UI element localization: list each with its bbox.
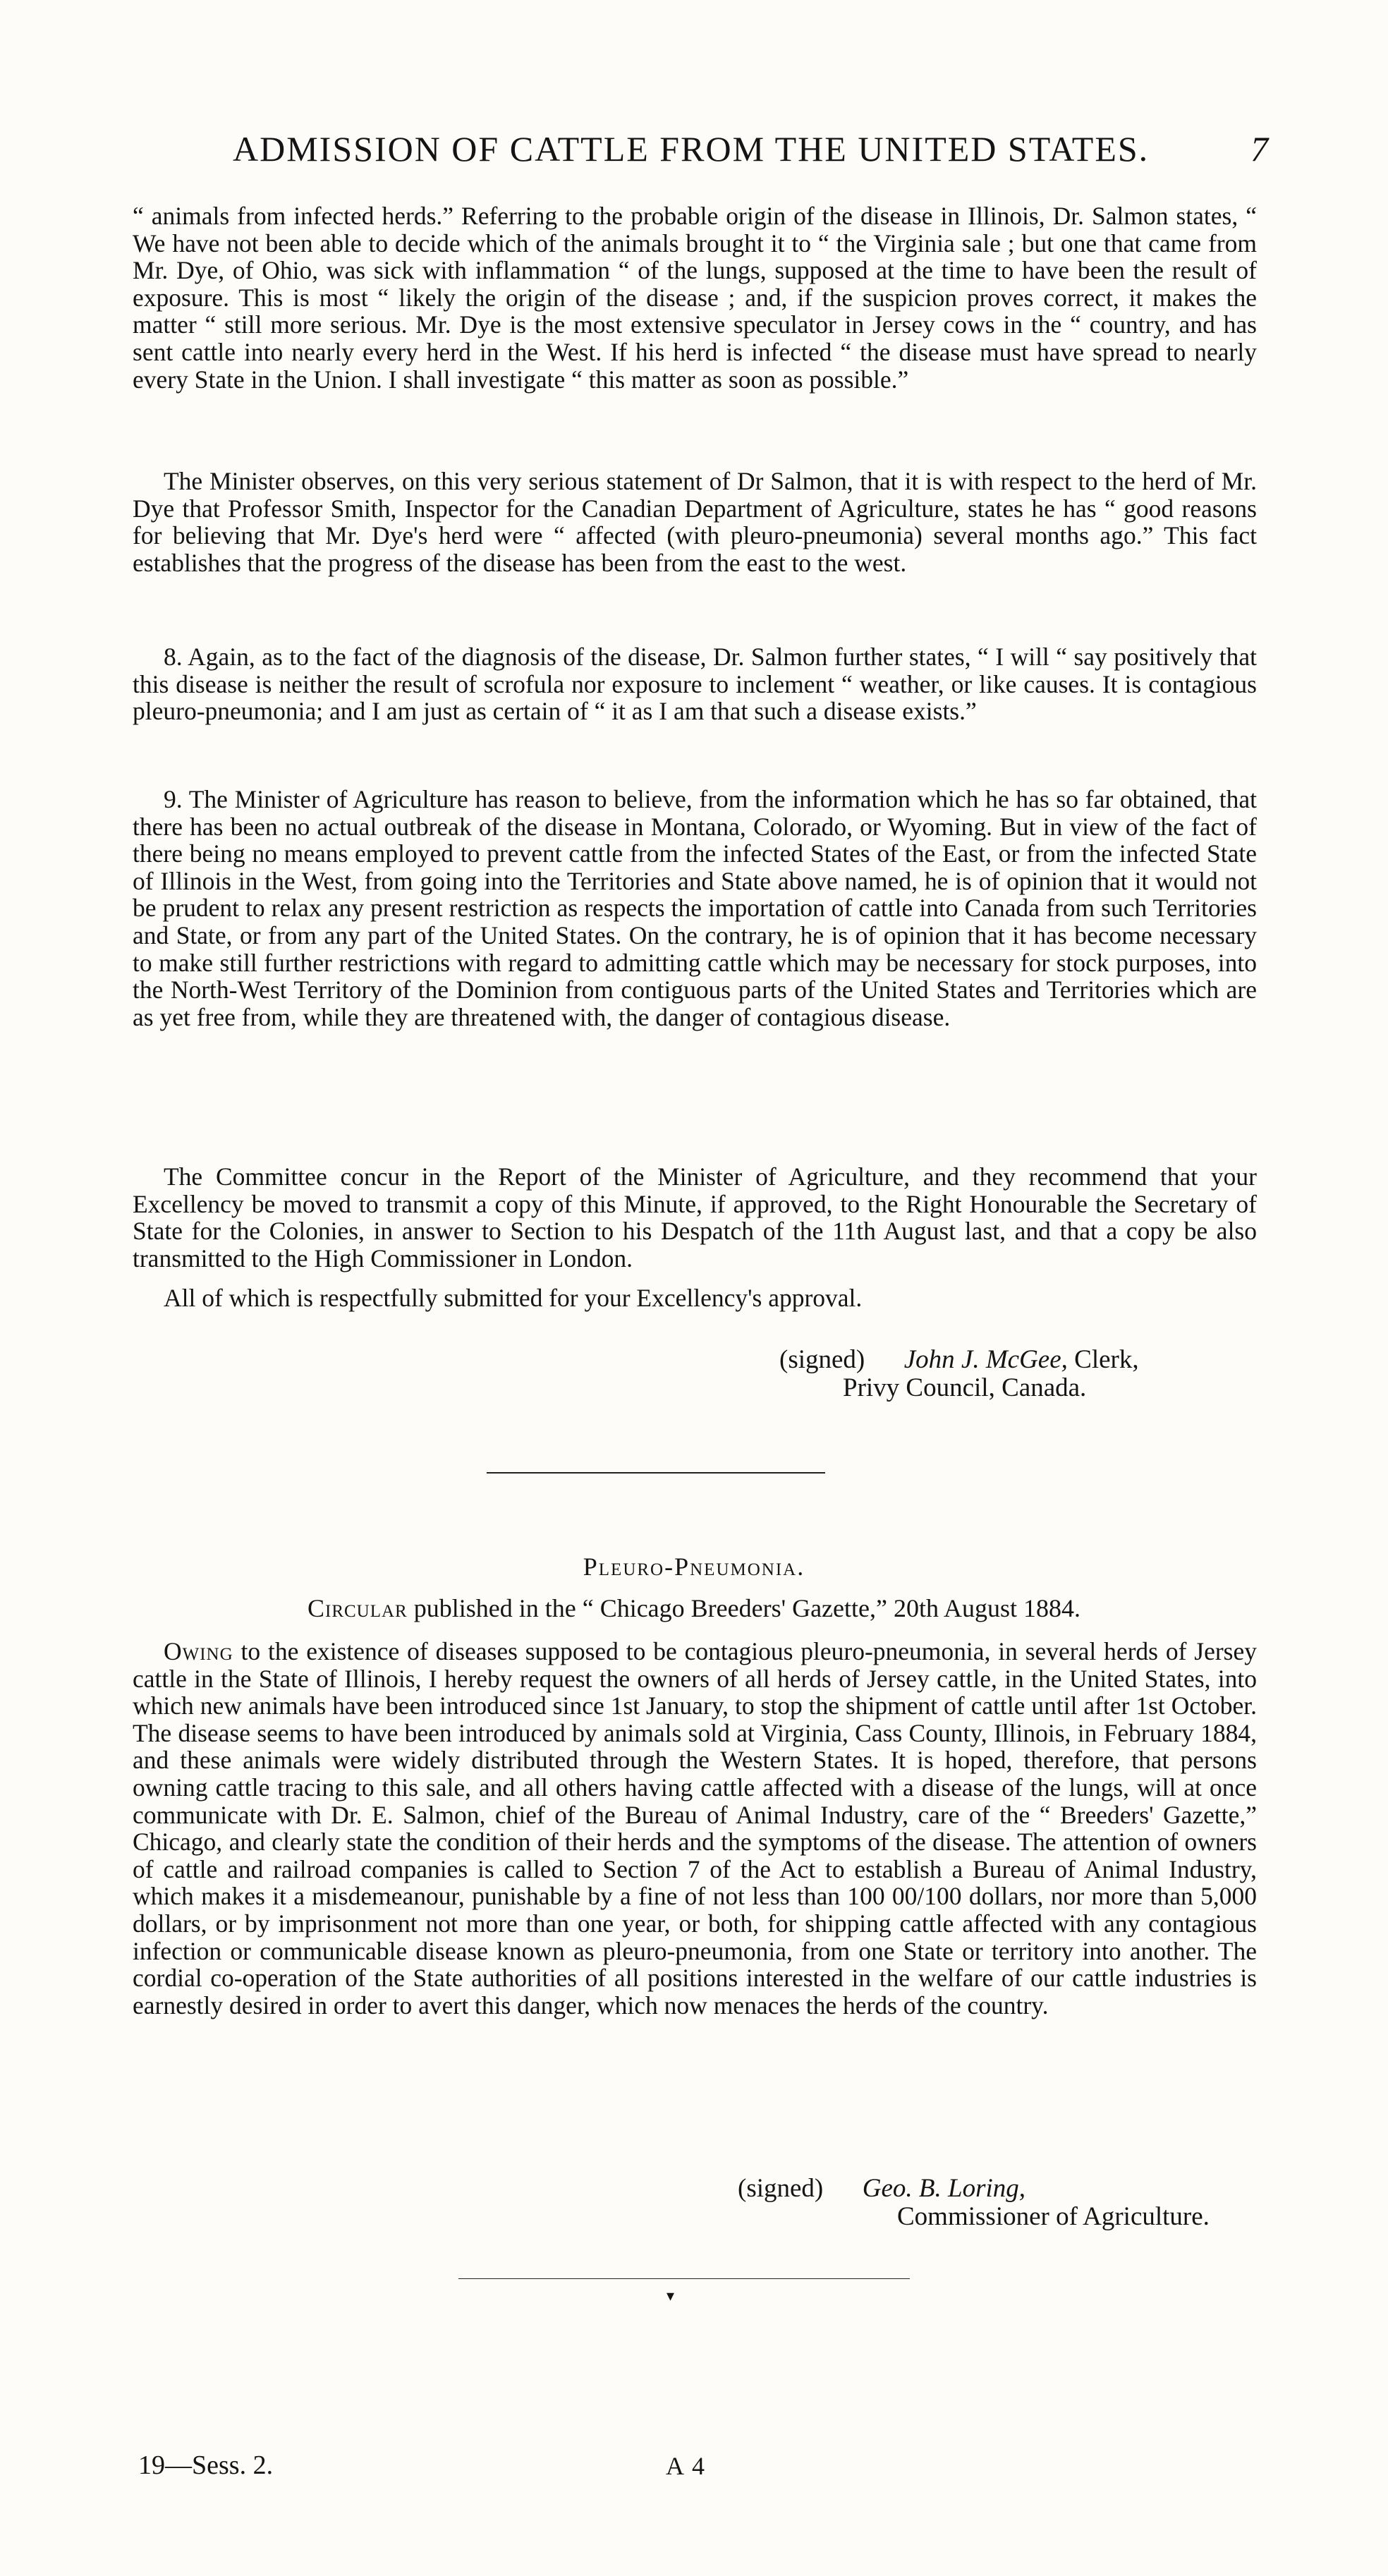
paragraph-text: The Committee concur in the Report of the Minister of Agriculture, and they recommend that your Excellency be moved to transmit a copy of this Minute, if approved, to the Right Honourable the Secretary of State for the Colonies, in answer to Section to his Despatch of the 11th August last, and that a copy be also transmitted to the High Commissioner in London. <box>133 1162 1257 1272</box>
footer-signature-mark: A 4 <box>666 2452 707 2480</box>
paragraph-respectfully-submitted <box>133 1284 1257 1312</box>
paragraph-text: “ animals from infected herds.” Referring to the probable origin of the disease in Illinois, Dr. Salmon states, “ We have not been able to decide which of the animals brought it to “ the Virginia sale ; but one that came from Mr. Dye, of Ohio, was sick with inflammation “ of the lungs, supposed at the time to have been the result of exposure. This is most “ likely the origin of the disease ; and, if the suspicion proves correct, it makes the matter “ still more serious. Mr. Dye is the most extensive speculator in Jersey cows in the “ country, and has sent cattle into nearly every herd in the West. If his herd is infected “ the disease must have spread to nearly every State in the Union. I shall investigate “ this matter as soon as possible.” <box>133 202 1257 394</box>
paragraph-section-9 <box>133 786 1257 1031</box>
paragraph-text: The Minister observes, on this very serious statement of Dr Salmon, that it is with respect to the herd of Mr. Dye that Professor Smith, Inspector for the Canadian Department of Agriculture, states he has “ good reasons for believing that Mr. Dye's herd were “ affected (with pleuro-pneumonia) several months ago.” This fact establishes that the progress of the disease has been from the east to the west. <box>133 467 1257 577</box>
signature-commissioner <box>738 2175 1025 2203</box>
running-head-title: ADMISSION OF CATTLE FROM THE UNITED STATES. <box>233 129 1150 169</box>
circular-paragraph <box>133 1638 1257 2019</box>
circular-label: Circular <box>307 1594 408 1622</box>
paragraph-minister-observes <box>133 468 1257 576</box>
paragraph-committee-concur <box>133 1163 1257 1272</box>
section-heading: Pleuro-Pneumonia. <box>583 1553 805 1581</box>
footer-session: 19—Sess. 2. <box>138 2450 274 2480</box>
signatory-name: Geo. B. Loring, <box>862 2174 1025 2203</box>
paragraph-text: 8. Again, as to the fact of the diagnosis of the disease, Dr. Salmon further states, “ I will “ say positively that this disease is neither the result of scrofula nor exposure to inclement “ weather, or like causes. It is contagious pleuro-pneumonia; and I am just as certain of “ it as I am that such a disease exists.” <box>133 643 1257 726</box>
paragraph-quote-continuation <box>133 202 1257 393</box>
section-divider <box>487 1472 825 1474</box>
circular-first-word: Owing <box>164 1637 233 1665</box>
closing-rule <box>458 2278 910 2279</box>
signature-prefix: (signed) <box>779 1345 865 1374</box>
signatory-name: John J. McGee, <box>903 1345 1068 1374</box>
signatory-role: Clerk, <box>1074 1345 1139 1374</box>
circular-text: to the existence of diseases supposed to be contagious pleuro-pneumonia, in several herds of Jersey cattle in the State of Illinois, I hereby request the owners of all herds of Jersey cattle, in the United States, into which new animals have been introduced since 1st January, to stop the shipment of cattle until after 1st October. The disease seems to have been introduced by animals sold at Virginia, Cass County, Illinois, in February 1884, and these animals were widely distributed through the Western States. It is hoped, therefore, that persons owning cattle tracing to this sale, and all others having cattle affected with a disease of the lungs, will at once communicate with Dr. E. Salmon, chief of the Bureau of Animal Industry, care of the “ Breeders' Gazette,” Chicago, and clearly state the condition of their herds and the symptoms of the disease. The attention of owners of cattle and railroad companies is called to Section 7 of the Act to establish a Bureau of Animal Industry, which makes it a misdemeanour, punishable by a fine of not less than 100 00/100 dollars, nor more than 5,000 dollars, or by imprisonment not more than one year, or both, for shipping cattle affected with any contagious infection or communicable disease known as pleuro-pneumonia, from one State or territory into another. The cordial co-operation of the State authorities of all positions interested in the welfare of our cattle industries is earnestly desired in order to avert this danger, which now menaces the herds of the country. <box>133 1637 1258 2019</box>
circular-body <box>133 1638 1257 2019</box>
page-number: 7 <box>1250 129 1270 169</box>
paragraph-text: 9. The Minister of Agriculture has reason to believe, from the information which he has so far obtained, that there has been no actual outbreak of the disease in Montana, Colorado, or Wyoming. But in view of the fact of there being no means employed to prevent cattle from the infected States of the East, or from the infected State of Illinois in the West, from going into the Territories and State above named, he is of opinion that it would not be prudent to relax any present restriction as respects the importation of cattle into Canada from such Territories and State, or from any part of the United States. On the contrary, he is of opinion that it has become necessary to make still further restrictions with regard to admitting cattle which may be necessary for stock purposes, into the North-West Territory of the Dominion from contiguous parts of the United States and Territories which are as yet free from, while they are threatened with, the danger of contagious disease. <box>133 785 1257 1031</box>
paragraph-text: All of which is respectfully submitted for your Excellency's approval. <box>164 1284 863 1312</box>
circular-heading <box>0 1593 1388 1623</box>
paragraph-section-8 <box>133 643 1257 725</box>
signature-clerk <box>779 1346 1139 1374</box>
printer-mark: ▾ <box>666 2287 675 2304</box>
signatory-role: Commissioner of Agriculture. <box>897 2202 1210 2231</box>
circular-heading-text: published in the “ Chicago Breeders' Gazette,” 20th August 1884. <box>413 1594 1080 1622</box>
signature-prefix: (signed) <box>738 2174 824 2203</box>
signature-clerk-body: Privy Council, Canada. <box>843 1373 1087 1402</box>
